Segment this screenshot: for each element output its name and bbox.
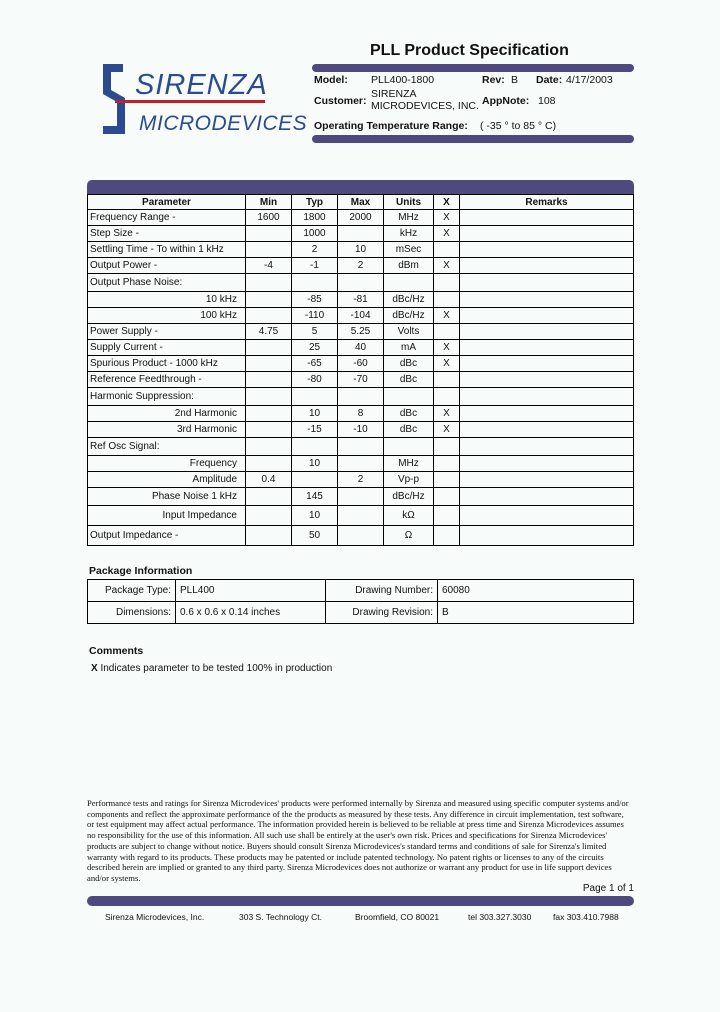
- package-row: [88, 602, 634, 624]
- spec-table: [87, 194, 634, 546]
- cell-parameter: Output Power -: [88, 258, 246, 274]
- rev-value: B: [511, 74, 519, 86]
- cell-max: 2000: [338, 210, 384, 226]
- cell-remarks: [460, 226, 634, 242]
- table-row: [88, 438, 634, 456]
- cell-x: [434, 292, 460, 308]
- table-row: [88, 422, 634, 438]
- cell-typ: 1000: [292, 226, 338, 242]
- cell-min: [246, 406, 292, 422]
- drawing-number-label: Drawing Number:: [326, 580, 438, 602]
- cell-min: [246, 242, 292, 258]
- cell-parameter: Supply Current -: [88, 340, 246, 356]
- cell-min: [246, 526, 292, 546]
- table-row: [88, 526, 634, 546]
- cell-parameter: Spurious Product - 1000 kHz: [88, 356, 246, 372]
- cell-parameter: Output Impedance -: [88, 526, 246, 546]
- cell-typ: 10: [292, 406, 338, 422]
- cell-max: -81: [338, 292, 384, 308]
- cell-remarks: [460, 258, 634, 274]
- cell-max: [338, 488, 384, 506]
- customer-label: Customer:: [314, 95, 367, 107]
- disclaimer-text: Performance tests and ratings for Sirenza Microdevices' products were performed internally by Sirenza and measured using specific computer systems and/or components and reflect the approximate performance of the the products as measured by these tests. Any difference in circuit implementation, test software, or test equipment may affect actual performance. The information provided herein is believed to be reliable at press time and Sirenza Microdevices assumes no responsibility for the use of this information. All such use shall be entirely at the user's own risk. Prices and specifications for Sirenza Microdevices' products are subject to change without notice. Buyers should consult Sirenza Microdevices's standard terms and conditions of sale for Sirenza's limited warranty with regard to its products. These products may be patented or include patented technology. No patent rights or licenses to any of the circuits described herein are implied or granted to any third party. Sirenza Microdevices does not authorize or warrant any product for use in life support devices and/or systems.: [87, 798, 629, 883]
- cell-units: MHz: [384, 456, 434, 472]
- optemp-value: ( -35 ° to 85 ° C): [480, 120, 557, 132]
- cell-max: 10: [338, 242, 384, 258]
- cell-typ: [292, 472, 338, 488]
- col-header-remarks: Remarks: [460, 195, 634, 210]
- cell-min: 0.4: [246, 472, 292, 488]
- cell-typ: -80: [292, 372, 338, 388]
- cell-typ: -65: [292, 356, 338, 372]
- cell-x: [434, 438, 460, 456]
- cell-units: dBc: [384, 406, 434, 422]
- cell-typ: -85: [292, 292, 338, 308]
- cell-min: 1600: [246, 210, 292, 226]
- cell-x: X: [434, 210, 460, 226]
- cell-x: [434, 372, 460, 388]
- cell-x: [434, 488, 460, 506]
- footer-address: 303 S. Technology Ct.: [239, 912, 323, 922]
- cell-x: X: [434, 422, 460, 438]
- cell-typ: -110: [292, 308, 338, 324]
- comments-note-line: [91, 663, 332, 674]
- cell-parameter: Frequency Range -: [88, 210, 246, 226]
- cell-units: [384, 438, 434, 456]
- cell-max: -10: [338, 422, 384, 438]
- drawing-revision-value: B: [438, 602, 634, 624]
- cell-max: -70: [338, 372, 384, 388]
- cell-x: [434, 526, 460, 546]
- cell-remarks: [460, 210, 634, 226]
- cell-units: [384, 274, 434, 292]
- logo-line1: SIRENZA: [135, 69, 268, 101]
- cell-units: kΩ: [384, 506, 434, 526]
- cell-units: dBc/Hz: [384, 292, 434, 308]
- cell-min: [246, 372, 292, 388]
- cell-max: [338, 456, 384, 472]
- cell-min: [246, 340, 292, 356]
- table-row: [88, 210, 634, 226]
- cell-units: Vp-p: [384, 472, 434, 488]
- cell-x: [434, 242, 460, 258]
- col-header-max: Max: [338, 195, 384, 210]
- cell-max: [338, 388, 384, 406]
- package-table: [87, 579, 634, 624]
- cell-x: [434, 456, 460, 472]
- header-bottom-bar: [312, 135, 634, 143]
- table-row: [88, 372, 634, 388]
- date-value: 4/17/2003: [566, 74, 613, 86]
- cell-max: [338, 526, 384, 546]
- cell-max: -104: [338, 308, 384, 324]
- cell-parameter: Ref Osc Signal:: [88, 438, 246, 456]
- dimensions-value: 0.6 x 0.6 x 0.14 inches: [176, 602, 326, 624]
- table-row: [88, 356, 634, 372]
- header-top-bar: [312, 64, 634, 72]
- footer-bar: [87, 896, 634, 906]
- cell-typ: 25: [292, 340, 338, 356]
- cell-parameter: Phase Noise 1 kHz: [88, 488, 246, 506]
- cell-max: 8: [338, 406, 384, 422]
- x-mark: X: [91, 663, 98, 674]
- optemp-label: Operating Temperature Range:: [314, 120, 468, 132]
- cell-remarks: [460, 526, 634, 546]
- cell-min: [246, 422, 292, 438]
- cell-x: X: [434, 356, 460, 372]
- cell-units: dBc/Hz: [384, 488, 434, 506]
- rev-label: Rev:: [482, 74, 505, 86]
- cell-remarks: [460, 242, 634, 258]
- cell-remarks: [460, 422, 634, 438]
- model-label: Model:: [314, 74, 348, 86]
- cell-parameter: Step Size -: [88, 226, 246, 242]
- cell-remarks: [460, 340, 634, 356]
- page-title: PLL Product Specification: [370, 42, 569, 59]
- cell-remarks: [460, 356, 634, 372]
- cell-remarks: [460, 372, 634, 388]
- cell-remarks: [460, 438, 634, 456]
- cell-typ: [292, 438, 338, 456]
- cell-remarks: [460, 472, 634, 488]
- cell-max: 2: [338, 472, 384, 488]
- cell-units: [384, 388, 434, 406]
- cell-parameter: 10 kHz: [88, 292, 246, 308]
- cell-typ: 2: [292, 242, 338, 258]
- cell-parameter: Settling Time - To within 1 kHz: [88, 242, 246, 258]
- col-header-min: Min: [246, 195, 292, 210]
- cell-min: [246, 274, 292, 292]
- footer-city: Broomfield, CO 80021: [355, 912, 440, 922]
- cell-remarks: [460, 456, 634, 472]
- cell-units: dBc/Hz: [384, 308, 434, 324]
- comments-title: Comments: [89, 645, 144, 657]
- cell-min: [246, 388, 292, 406]
- cell-parameter: Reference Feedthrough -: [88, 372, 246, 388]
- page-number: Page 1 of 1: [582, 883, 634, 894]
- cell-max: 40: [338, 340, 384, 356]
- cell-typ: [292, 388, 338, 406]
- footer-company: Sirenza Microdevices, Inc.: [105, 912, 205, 922]
- sirenza-logo: [101, 60, 308, 138]
- cell-min: [246, 292, 292, 308]
- cell-min: [246, 506, 292, 526]
- model-value: PLL400-1800: [371, 74, 435, 86]
- dimensions-label: Dimensions:: [88, 602, 176, 624]
- cell-x: X: [434, 406, 460, 422]
- customer-value: [371, 88, 479, 112]
- cell-remarks: [460, 274, 634, 292]
- cell-typ: 10: [292, 456, 338, 472]
- cell-x: [434, 274, 460, 292]
- cell-parameter: Power Supply -: [88, 324, 246, 340]
- cell-min: [246, 438, 292, 456]
- appnote-label: AppNote:: [482, 95, 530, 107]
- cell-units: kHz: [384, 226, 434, 242]
- spec-table-bar: [87, 180, 634, 194]
- cell-units: Ω: [384, 526, 434, 546]
- table-row: [88, 472, 634, 488]
- cell-min: [246, 488, 292, 506]
- cell-min: [246, 226, 292, 242]
- table-row: [88, 388, 634, 406]
- cell-units: mSec: [384, 242, 434, 258]
- package-row: [88, 580, 634, 602]
- customer-line1: SIRENZA: [371, 88, 417, 100]
- cell-typ: 5: [292, 324, 338, 340]
- footer-fax: fax 303.410.7988: [553, 912, 619, 922]
- footer-tel: tel 303.327.3030: [468, 912, 532, 922]
- package-type-value: PLL400: [176, 580, 326, 602]
- cell-units: dBc: [384, 422, 434, 438]
- cell-x: X: [434, 226, 460, 242]
- customer-line2: MICRODEVICES, INC.: [371, 100, 479, 112]
- drawing-revision-label: Drawing Revision:: [326, 602, 438, 624]
- cell-remarks: [460, 506, 634, 526]
- cell-parameter: Input Impedance: [88, 506, 246, 526]
- cell-units: MHz: [384, 210, 434, 226]
- package-section-title: Package Information: [89, 565, 193, 577]
- cell-parameter: Harmonic Suppression:: [88, 388, 246, 406]
- cell-units: dBc: [384, 372, 434, 388]
- cell-remarks: [460, 488, 634, 506]
- cell-parameter: Frequency: [88, 456, 246, 472]
- cell-units: mA: [384, 340, 434, 356]
- cell-parameter: Amplitude: [88, 472, 246, 488]
- cell-max: [338, 274, 384, 292]
- table-row: [88, 456, 634, 472]
- col-header-typ: Typ: [292, 195, 338, 210]
- cell-parameter: 100 kHz: [88, 308, 246, 324]
- cell-x: [434, 506, 460, 526]
- cell-x: X: [434, 308, 460, 324]
- cell-min: 4.75: [246, 324, 292, 340]
- cell-x: X: [434, 340, 460, 356]
- cell-typ: [292, 274, 338, 292]
- cell-max: 2: [338, 258, 384, 274]
- cell-x: [434, 472, 460, 488]
- cell-typ: 10: [292, 506, 338, 526]
- cell-max: [338, 226, 384, 242]
- cell-typ: 1800: [292, 210, 338, 226]
- cell-units: dBm: [384, 258, 434, 274]
- table-row: [88, 340, 634, 356]
- cell-remarks: [460, 308, 634, 324]
- table-row: [88, 242, 634, 258]
- col-header-x: X: [434, 195, 460, 210]
- cell-typ: 50: [292, 526, 338, 546]
- table-row: [88, 406, 634, 422]
- cell-parameter: Output Phase Noise:: [88, 274, 246, 292]
- comments-note: Indicates parameter to be tested 100% in production: [100, 663, 333, 674]
- table-row: [88, 488, 634, 506]
- table-row: [88, 258, 634, 274]
- spec-table-header: [88, 195, 634, 210]
- table-row: [88, 292, 634, 308]
- cell-max: [338, 506, 384, 526]
- logo-line2: MICRODEVICES: [139, 112, 308, 135]
- cell-remarks: [460, 406, 634, 422]
- appnote-value: 108: [538, 95, 556, 107]
- cell-parameter: 2nd Harmonic: [88, 406, 246, 422]
- cell-remarks: [460, 324, 634, 340]
- cell-x: [434, 388, 460, 406]
- cell-x: X: [434, 258, 460, 274]
- cell-remarks: [460, 388, 634, 406]
- cell-parameter: 3rd Harmonic: [88, 422, 246, 438]
- cell-max: -60: [338, 356, 384, 372]
- table-row: [88, 226, 634, 242]
- table-row: [88, 308, 634, 324]
- cell-min: [246, 308, 292, 324]
- cell-units: Volts: [384, 324, 434, 340]
- cell-min: [246, 456, 292, 472]
- drawing-number-value: 60080: [438, 580, 634, 602]
- cell-typ: -1: [292, 258, 338, 274]
- cell-typ: 145: [292, 488, 338, 506]
- cell-remarks: [460, 292, 634, 308]
- cell-typ: -15: [292, 422, 338, 438]
- table-row: [88, 506, 634, 526]
- cell-max: [338, 438, 384, 456]
- package-type-label: Package Type:: [88, 580, 176, 602]
- cell-max: 5.25: [338, 324, 384, 340]
- cell-min: -4: [246, 258, 292, 274]
- table-row: [88, 274, 634, 292]
- table-row: [88, 324, 634, 340]
- cell-min: [246, 356, 292, 372]
- col-header-parameter: Parameter: [88, 195, 246, 210]
- cell-units: dBc: [384, 356, 434, 372]
- col-header-units: Units: [384, 195, 434, 210]
- date-label: Date:: [536, 74, 563, 86]
- cell-x: [434, 324, 460, 340]
